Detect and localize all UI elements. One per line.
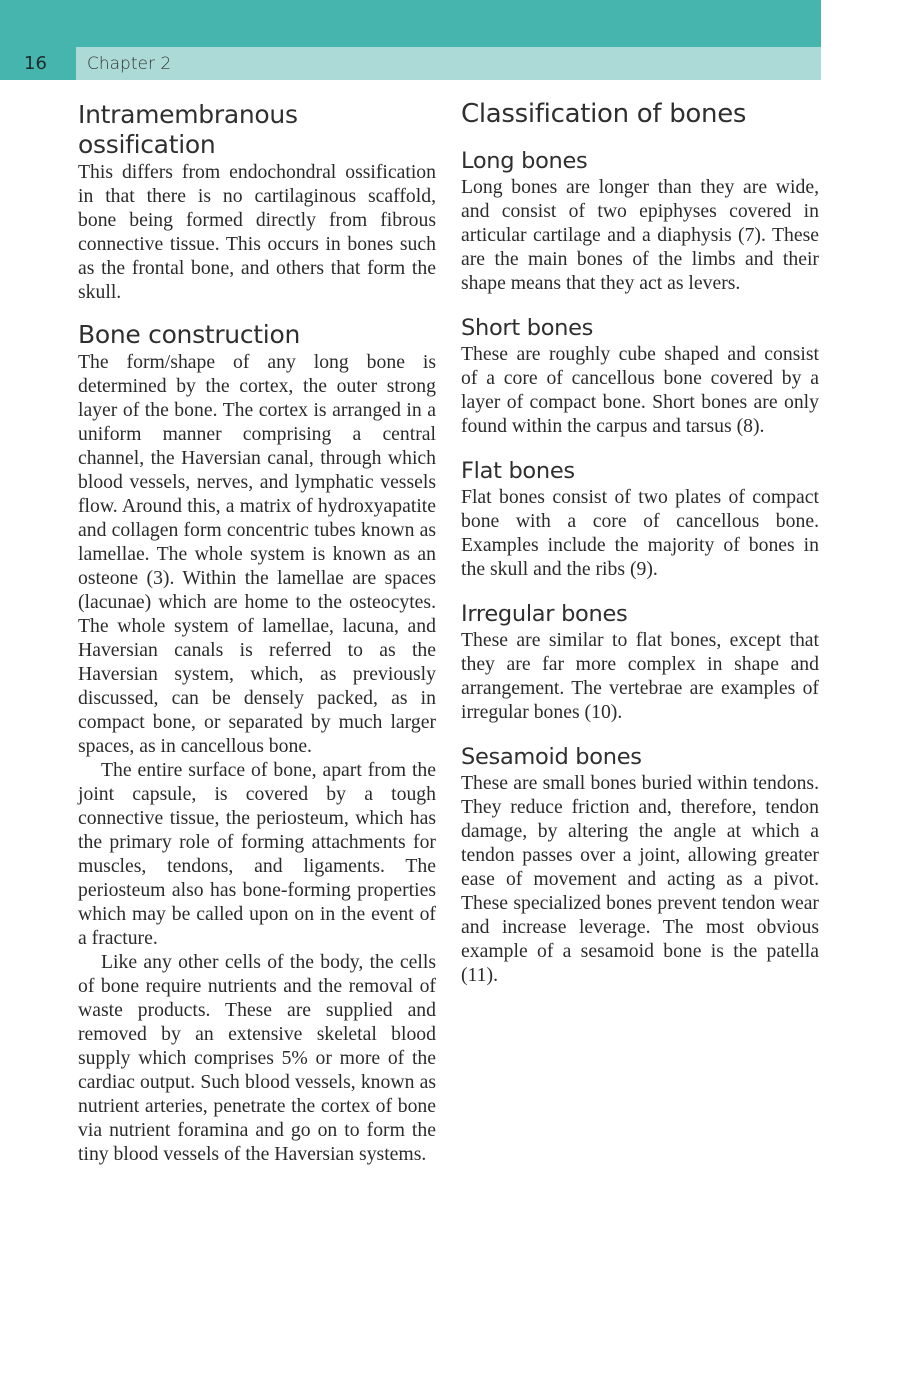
running-header (0, 47, 821, 80)
section-long-bones (461, 148, 819, 295)
subsection-heading: Short bones (461, 315, 594, 341)
paragraph: The entire surface of bone, apart from the joint capsule, is covered by a tough connective tissue, the periosteum, which has the primary role of forming attachments for muscles, tendons, and ligaments. The periosteum also has bone-forming properties which may be called upon on in the event of a fracture. (78, 759, 436, 949)
section-bone-construction (78, 320, 436, 1166)
subsection-heading: Flat bones (461, 458, 575, 484)
chapter-label: Chapter 2 (76, 47, 821, 80)
paragraph: These are small bones buried within tendons. They reduce friction and, therefore, tendon damage, by altering the angle at which a tendon passes over a joint, allowing greater ease of movement and acting as a pivot. These specialized bones prevent tendon wear and increase leverage. The most obvious example of a sesamoid bone is the patella (11). (461, 772, 819, 986)
paragraph: These are similar to flat bones, except that they are far more complex in shape and arrangement. The vertebrae are examples of irregular bones (10). (461, 629, 819, 723)
section-irregular-bones (461, 601, 819, 724)
left-column (78, 100, 436, 1185)
subsection-heading: Sesamoid bones (461, 744, 642, 770)
section-short-bones (461, 315, 819, 438)
paragraph: The form/shape of any long bone is determined by the cortex, the outer strong layer of the bone. The cortex is arranged in a uniform manner comprising a central channel, the Haversian canal, through which blood vessels, nerves, and lymphatic vessels flow. Around this, a matrix of hydroxyapatite and collagen form concentric tubes known as lamellae. The whole system is known as an osteone (3). Within the lamellae are spaces (lacunae) which are home to the osteocytes. The whole system of lamellae, lacuna, and Haversian canals is referred to as the Haversian system, which, as previously discussed, can be densely packed, as in compact bone, or separated by much larger spaces, as in cancellous bone. (78, 351, 436, 757)
paragraph: Long bones are longer than they are wide, and consist of two epiphyses covered in articular cartilage and a diaphysis (7). These are the main bones of the limbs and their shape means that they act as levers. (461, 176, 819, 294)
paragraph: Like any other cells of the body, the cells of bone require nutrients and the removal of waste products. These are supplied and removed by an extensive skeletal blood supply which comprises 5% or more of the cardiac output. Such blood vessels, known as nutrient arteries, penetrate the cortex of bone via nutrient foramina and go on to form the tiny blood vessels of the Haversian systems. (78, 951, 436, 1165)
header-top-band (0, 0, 821, 47)
paragraph: This differs from endochondral ossification in that there is no cartilaginous scaffold, bone being formed directly from fibrous connective tissue. This occurs in bones such as the frontal bone, and others that form the skull. (78, 161, 436, 303)
paragraph: Flat bones consist of two plates of compact bone with a core of cancellous bone. Examples include the majority of bones in the skull and the ribs (9). (461, 486, 819, 580)
section-flat-bones (461, 458, 819, 581)
page-section-title: Classification of bones (461, 99, 747, 129)
subsection-heading: Long bones (461, 148, 588, 174)
page-number: 16 (0, 47, 76, 80)
subsection-heading: Irregular bones (461, 601, 628, 627)
section-heading: Bone construction (78, 320, 300, 349)
section-heading: Intramembranous ossification (78, 100, 298, 159)
right-column (461, 100, 819, 1007)
section-sesamoid-bones (461, 744, 819, 987)
section-intramembranous-ossification (78, 100, 436, 304)
paragraph: These are roughly cube shaped and consist of a core of cancellous bone covered by a layer of compact bone. Short bones are only found within the carpus and tarsus (8). (461, 343, 819, 437)
